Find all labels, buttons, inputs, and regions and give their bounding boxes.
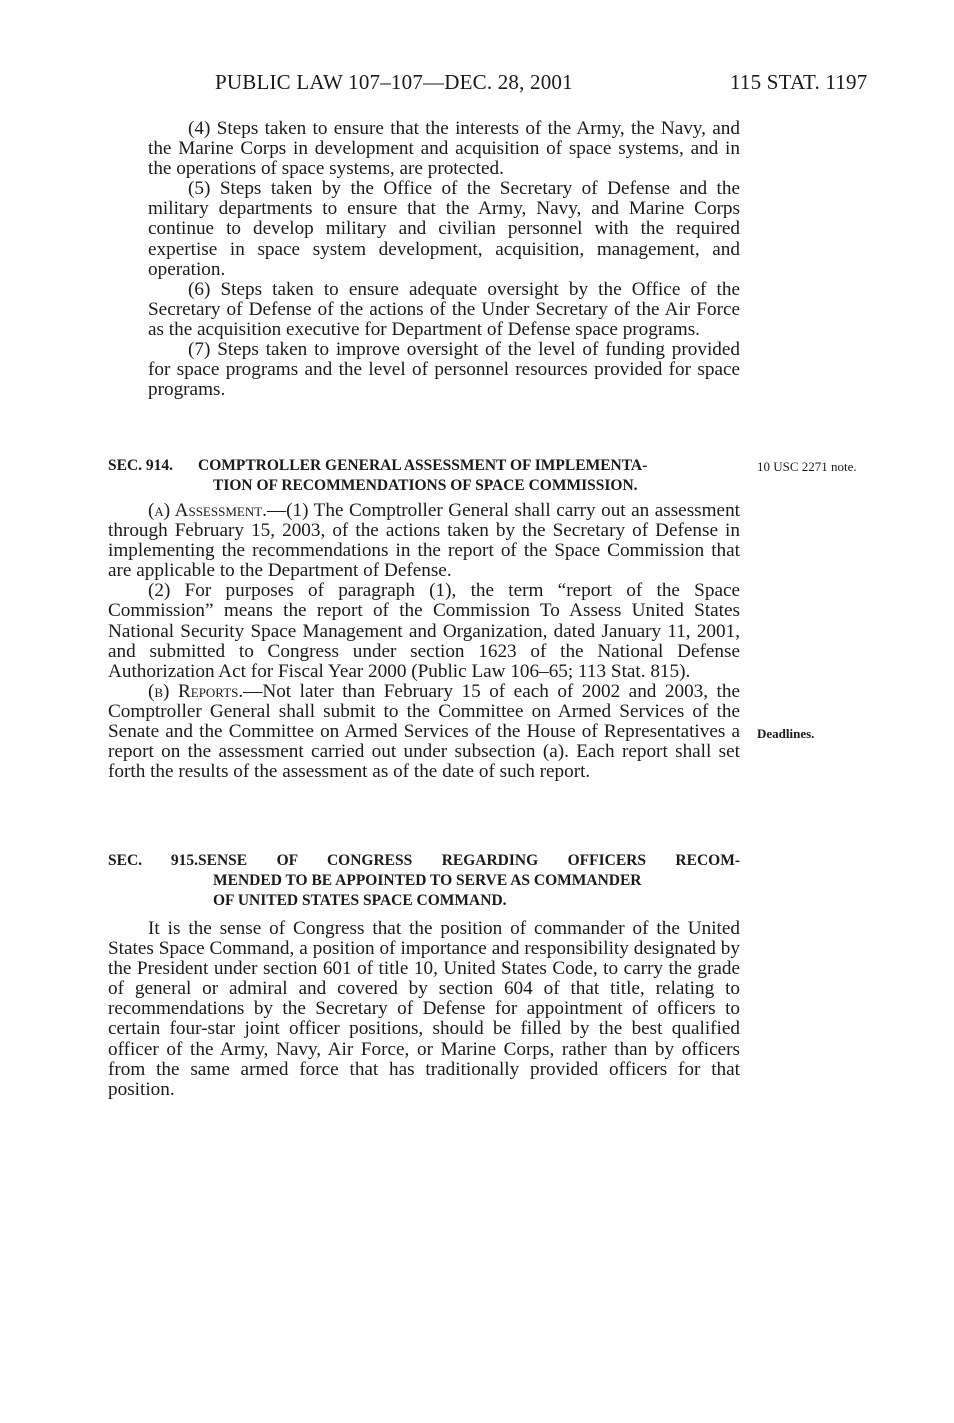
sec-914-heading-line2: TION OF RECOMMENDATIONS OF SPACE COMMISSION. — [213, 477, 638, 494]
deadlines-sidenote: Deadlines. — [757, 726, 815, 741]
sec-914-sidenote: 10 USC 2271 note. — [757, 459, 857, 474]
statute-page-number: 115 STAT. 1197 — [730, 70, 868, 94]
sec-915-body — [108, 919, 740, 1100]
item-6: (6) Steps taken to ensure adequate oversight by the Office of the Secretary of Defense of the actions of the Under Secretary of the Air Force as the acquisition executive for Department of Defense space programs. — [148, 278, 740, 340]
subsection-b-label: (b) Reports. — [148, 680, 244, 702]
page-header — [0, 70, 954, 98]
item-5: (5) Steps taken by the Office of the Secretary of Defense and the military departments to ensure that the Army, Navy, and Marine Corps continue to develop military and civilian personnel with the required expertise in space system development, acquisition, management, and operation. — [148, 178, 740, 280]
sec-915-heading-line2: MENDED TO BE APPOINTED TO SERVE AS COMMANDER — [213, 872, 642, 889]
sec-914-heading-line1: SEC. 914. COMPTROLLER GENERAL ASSESSMENT OF IMPLEMENTA- — [108, 457, 648, 474]
sec-914-body — [108, 501, 740, 782]
item-7: (7) Steps taken to improve oversight of the level of funding provided for space programs and the level of personnel resources provided for space programs. — [148, 339, 740, 401]
sec-914-label: SEC. 914. — [108, 457, 174, 474]
public-law-title: PUBLIC LAW 107–107—DEC. 28, 2001 — [215, 70, 573, 94]
sec-915-label: SEC. 915. — [108, 852, 198, 869]
sec-915-heading-line3: OF UNITED STATES SPACE COMMAND. — [213, 892, 507, 909]
items-block — [148, 119, 740, 400]
sec-914-subsection-b: (b) Reports.—Not later than February 15 of each of 2002 and 2003, the Comptroller General shall submit to the Committee on Armed Services of the Senate and the Committee on Armed Services of the House of Representatives a report on the assessment carried out under subsection (a). Each report shall set forth the results of the assessment as of the date of such report. — [108, 680, 740, 783]
sec-914-paragraph-2: (2) For purposes of paragraph (1), the term “report of the Space Commission” means the report of the Commission To Assess United States National Security Space Management and Organization, dated January 11, 2001, and submitted to Congress under section 1623 of the National Defense Authorization Act for Fiscal Year 2000 (Public Law 106–65; 113 Stat. 815). — [108, 580, 740, 682]
subsection-a-label: (a) Assessment. — [148, 500, 267, 521]
sec-915-heading — [108, 851, 740, 911]
sec-915-heading-line1: SEC. 915.SENSE OF CONGRESS REGARDING OFFICERS RECOM- — [108, 852, 740, 869]
sec-914-heading — [108, 456, 740, 496]
sec-914-subsection-a: (a) Assessment.—(1) The Comptroller General shall carry out an assessment through February 15, 2003, of the actions taken by the Secretary of Defense in implementing the recommendations in the report of the Space Commission that are applicable to the Department of Defense. — [108, 500, 740, 582]
item-4: (4) Steps taken to ensure that the interests of the Army, the Navy, and the Marine Corps in development and acquisition of space systems, and in the operations of space systems, are protected. — [148, 118, 740, 180]
sec-915-text: It is the sense of Congress that the position of commander of the United States Space Command, a position of importance and responsibility designated by the President under section 601 of title 10, United States Code, to carry the grade of general or admiral and covered by section 604 of that title, relating to recommendations by the Secretary of Defense for appointment of officers to certain four-star joint officer positions, should be filled by the best qualified officer of the Army, Navy, Air Force, or Marine Corps, rather than by officers from the same armed force that has traditionally provided officers for that position. — [108, 918, 740, 1100]
